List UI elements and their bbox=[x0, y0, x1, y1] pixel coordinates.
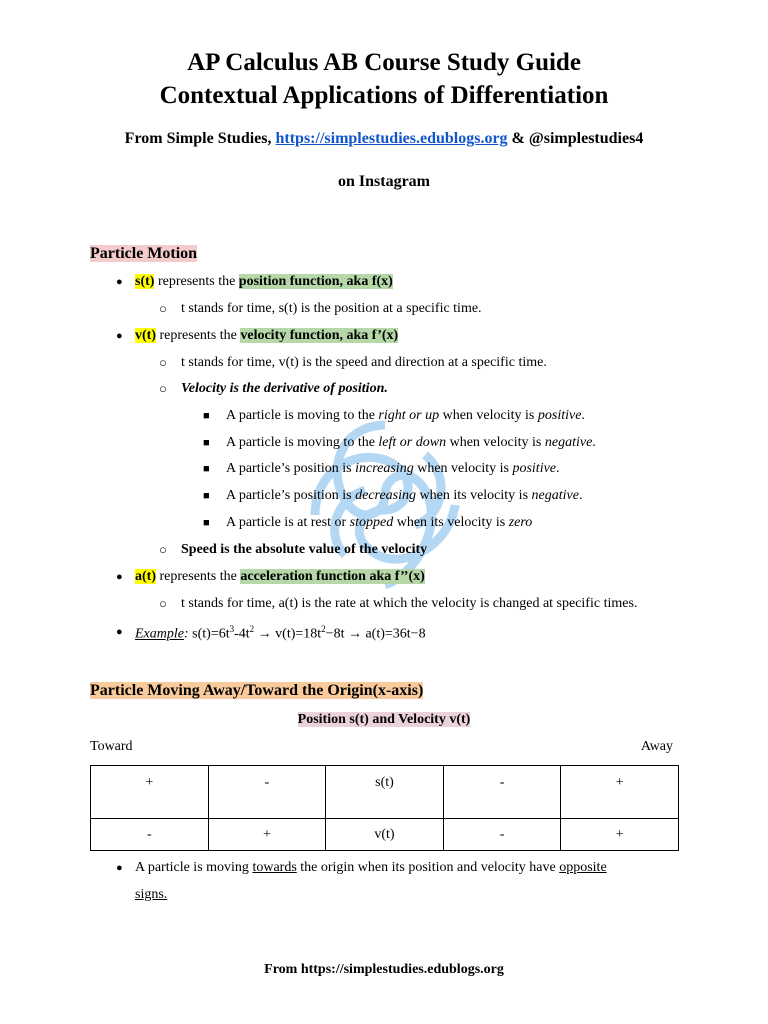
bullet-dot: ● bbox=[116, 571, 123, 583]
table-cell: + bbox=[91, 766, 209, 819]
a-highlight: acceleration function aka f’’(x) bbox=[240, 569, 425, 584]
table-cell: + bbox=[561, 819, 679, 851]
square-bullet: ■ bbox=[203, 490, 210, 502]
a-text: represents the bbox=[156, 569, 241, 584]
v-text: represents the bbox=[156, 328, 241, 343]
table-cell: - bbox=[443, 819, 561, 851]
v-highlight: velocity function, aka f’(x) bbox=[240, 328, 399, 343]
v-subitem-1: t stands for time, v(t) is the speed and direction at a specific time. bbox=[181, 355, 547, 370]
velocity-rule-5: A particle is at rest or stopped when its velocity is zero bbox=[226, 515, 533, 530]
toward-label: Toward bbox=[90, 739, 133, 754]
square-bullet: ■ bbox=[203, 517, 210, 529]
a-subitem: t stands for time, a(t) is the rate at which the velocity is changed at specific times. bbox=[181, 596, 638, 611]
example-label: Example bbox=[135, 626, 184, 642]
table-row bbox=[91, 819, 679, 851]
table-row bbox=[91, 766, 679, 819]
circle-bullet: ○ bbox=[159, 381, 167, 396]
list-item-v bbox=[135, 328, 398, 344]
page-title-line2: Contextual Applications of Differentiation bbox=[159, 82, 609, 109]
table-subheading bbox=[0, 712, 768, 728]
source-suffix: & @simplestudies4 bbox=[507, 130, 644, 147]
speed-note: Speed is the absolute value of the velocity bbox=[181, 542, 428, 557]
bullet-dot: ● bbox=[116, 626, 123, 638]
velocity-rule-3: A particle’s position is increasing when velocity is positive. bbox=[226, 461, 560, 476]
table-cell: - bbox=[208, 766, 326, 819]
s-highlight: position function, aka f(x) bbox=[238, 274, 393, 289]
table-cell: - bbox=[443, 766, 561, 819]
list-item-a bbox=[135, 569, 425, 585]
circle-bullet: ○ bbox=[159, 542, 167, 557]
sign-table bbox=[90, 765, 679, 851]
circle-bullet: ○ bbox=[159, 596, 167, 611]
footer-text: From https://simplestudies.edublogs.org bbox=[264, 962, 504, 977]
s-label: s(t) bbox=[135, 274, 155, 289]
velocity-rule-4: A particle’s position is decreasing when its velocity is negative. bbox=[226, 488, 583, 503]
away-toward-heading-text: Particle Moving Away/Toward the Origin(x-axis) bbox=[90, 682, 424, 699]
particle-motion-heading-text: Particle Motion bbox=[90, 245, 198, 262]
velocity-rule-1: A particle is moving to the right or up when velocity is positive. bbox=[226, 408, 585, 423]
page-title-line1: AP Calculus AB Course Study Guide bbox=[187, 49, 581, 76]
a-label: a(t) bbox=[135, 569, 156, 584]
bullet-dot: ● bbox=[116, 862, 123, 874]
towards-origin-line-2: signs. bbox=[135, 887, 168, 902]
s-text: represents the bbox=[154, 274, 239, 289]
instagram-line: on Instagram bbox=[337, 173, 430, 190]
s-subitem: t stands for time, s(t) is the position at a specific time. bbox=[181, 301, 482, 316]
example-line: Example: $s(t)=6t^3-4t^2 \to v(t)=18t^2-8t \to a(t)=36t-8$ bbox=[135, 624, 426, 642]
section-heading-particle-motion bbox=[90, 245, 197, 263]
source-prefix: From Simple Studies, bbox=[124, 130, 276, 147]
v-subitem-2: Velocity is the derivative of position. bbox=[181, 381, 388, 396]
towards-origin-line: A particle is moving towards the origin when its position and velocity have opposite bbox=[135, 860, 607, 875]
square-bullet: ■ bbox=[203, 410, 210, 422]
circle-bullet: ○ bbox=[159, 355, 167, 370]
table-cell: + bbox=[208, 819, 326, 851]
v-label: v(t) bbox=[135, 328, 156, 343]
square-bullet: ■ bbox=[203, 437, 210, 449]
circle-bullet: ○ bbox=[159, 301, 167, 316]
source-line bbox=[0, 130, 768, 148]
section-heading-away-toward bbox=[90, 682, 423, 700]
bullet-dot: ● bbox=[116, 330, 123, 342]
velocity-rule-2: A particle is moving to the left or down when velocity is negative. bbox=[226, 435, 596, 450]
away-label: Away bbox=[640, 739, 673, 754]
square-bullet: ■ bbox=[203, 463, 210, 475]
table-cell: - bbox=[91, 819, 209, 851]
bullet-dot: ● bbox=[116, 276, 123, 288]
list-item-s bbox=[135, 274, 393, 290]
table-cell: + bbox=[561, 766, 679, 819]
table-subheading-text: Position s(t) and Velocity v(t) bbox=[297, 712, 471, 727]
table-cell: s(t) bbox=[326, 766, 444, 819]
source-link[interactable]: https://simplestudies.edublogs.org bbox=[275, 130, 508, 147]
table-cell: v(t) bbox=[326, 819, 444, 851]
